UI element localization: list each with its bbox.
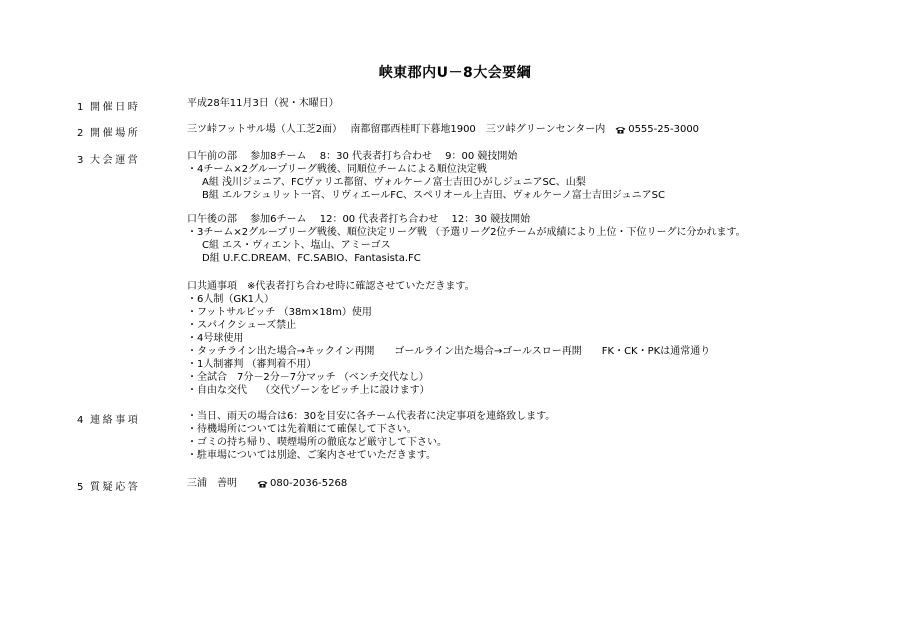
- common-item: ・6人制（GK1人）: [187, 294, 275, 305]
- venue-phone: 0555-25-3000: [628, 124, 700, 135]
- section-2-label: [77, 124, 140, 139]
- contact-item: ・待機場所については先着順にて確保して下さい。: [187, 424, 417, 435]
- afternoon-group-d: D組 U.F.C.DREAM、FC.SABIO、Fantasista.FC: [202, 253, 421, 264]
- section-1-label: [77, 98, 140, 113]
- section-number: 2: [77, 128, 84, 139]
- common-header: 口共通事項 ※代表者打ち合わせ時に確認させていただきます。: [187, 281, 475, 292]
- common-item: ・1人制審判 （審判着不用）: [187, 359, 317, 370]
- event-date: 平成28年11月3日（祝・木曜日）: [187, 98, 339, 109]
- contact-item: ・当日、雨天の場合は6：30を目安に各チーム代表者に決定事項を連絡致します。: [187, 411, 556, 422]
- phone-icon: [615, 126, 626, 134]
- section-3-label: [77, 151, 140, 166]
- common-item: ・自由な交代 （交代ゾーンをピッチ上に設けます）: [187, 385, 430, 396]
- afternoon-format: ・3チーム×2グループリーグ戦後、順位決定リーグ戦 （予選リーグ2位チームが成績により上位・下位リーグに分かれます。: [187, 227, 746, 238]
- common-item: ・タッチライン出た場合→キックイン再開 ゴールライン出た場合→ゴールスロー再開 FK・CK・PKは通常通り: [187, 346, 711, 357]
- section-number: 5: [77, 482, 84, 493]
- contact-item: ・ゴミの持ち帰り、喫煙場所の徹底など厳守して下さい。: [187, 437, 447, 448]
- section-4-label: [77, 411, 140, 426]
- phone-icon: [257, 480, 268, 488]
- section-title: 連絡事項: [90, 415, 141, 426]
- morning-group-a: A組 浅川ジュニア、FCヴァリエ都留、ヴォルケーノ富士吉田ひがしジュニアSC、山梨: [202, 177, 586, 188]
- section-5-label: [77, 478, 140, 493]
- section-number: 4: [77, 415, 84, 426]
- afternoon-group-c: C組 エス・ヴィエント、塩山、アミーゴス: [202, 240, 391, 251]
- inquiry-phone: 080-2036-5268: [270, 478, 348, 489]
- common-item: ・スパイクシューズ禁止: [187, 320, 297, 331]
- morning-header: 口午前の部 参加8チーム 8：30 代表者打ち合わせ 9：00 競技開始: [187, 151, 518, 162]
- section-number: 1: [77, 102, 84, 113]
- section-title: 大会運営: [90, 155, 141, 166]
- section-title: 開催日時: [90, 102, 141, 113]
- section-number: 3: [77, 155, 84, 166]
- common-item: ・全試合 7分－2分－7分マッチ （ベンチ交代なし）: [187, 372, 429, 383]
- afternoon-header: 口午後の部 参加6チーム 12：00 代表者打ち合わせ 12：30 競技開始: [187, 214, 531, 225]
- morning-group-b: B組 エルフシュリット一宮、リヴィエールFC、スペリオール上吉田、ヴォルケーノ富士吉田ジュニアSC: [202, 190, 666, 201]
- morning-format: ・4チーム×2グループリーグ戦後、同順位チームによる順位決定戦: [187, 164, 487, 175]
- inquiry-name: 三浦 善明: [187, 478, 237, 489]
- inquiry-line: [187, 477, 347, 490]
- common-item: ・4号球使用: [187, 333, 244, 344]
- venue-text: 三ツ峠フットサル場（人工芝2面） 南都留郡西桂町下暮地1900 三ツ峠グリーンセンター内: [187, 124, 606, 135]
- common-item: ・フットサルピッチ （38m×18m）使用: [187, 307, 372, 318]
- contact-item: ・駐車場については別途、ご案内させていただきます。: [187, 450, 436, 461]
- section-title: 開催場所: [90, 128, 141, 139]
- venue-line: [187, 123, 699, 136]
- section-title: 質疑応答: [90, 482, 141, 493]
- document-title: 峡東郡内U－8大会要綱: [378, 65, 532, 81]
